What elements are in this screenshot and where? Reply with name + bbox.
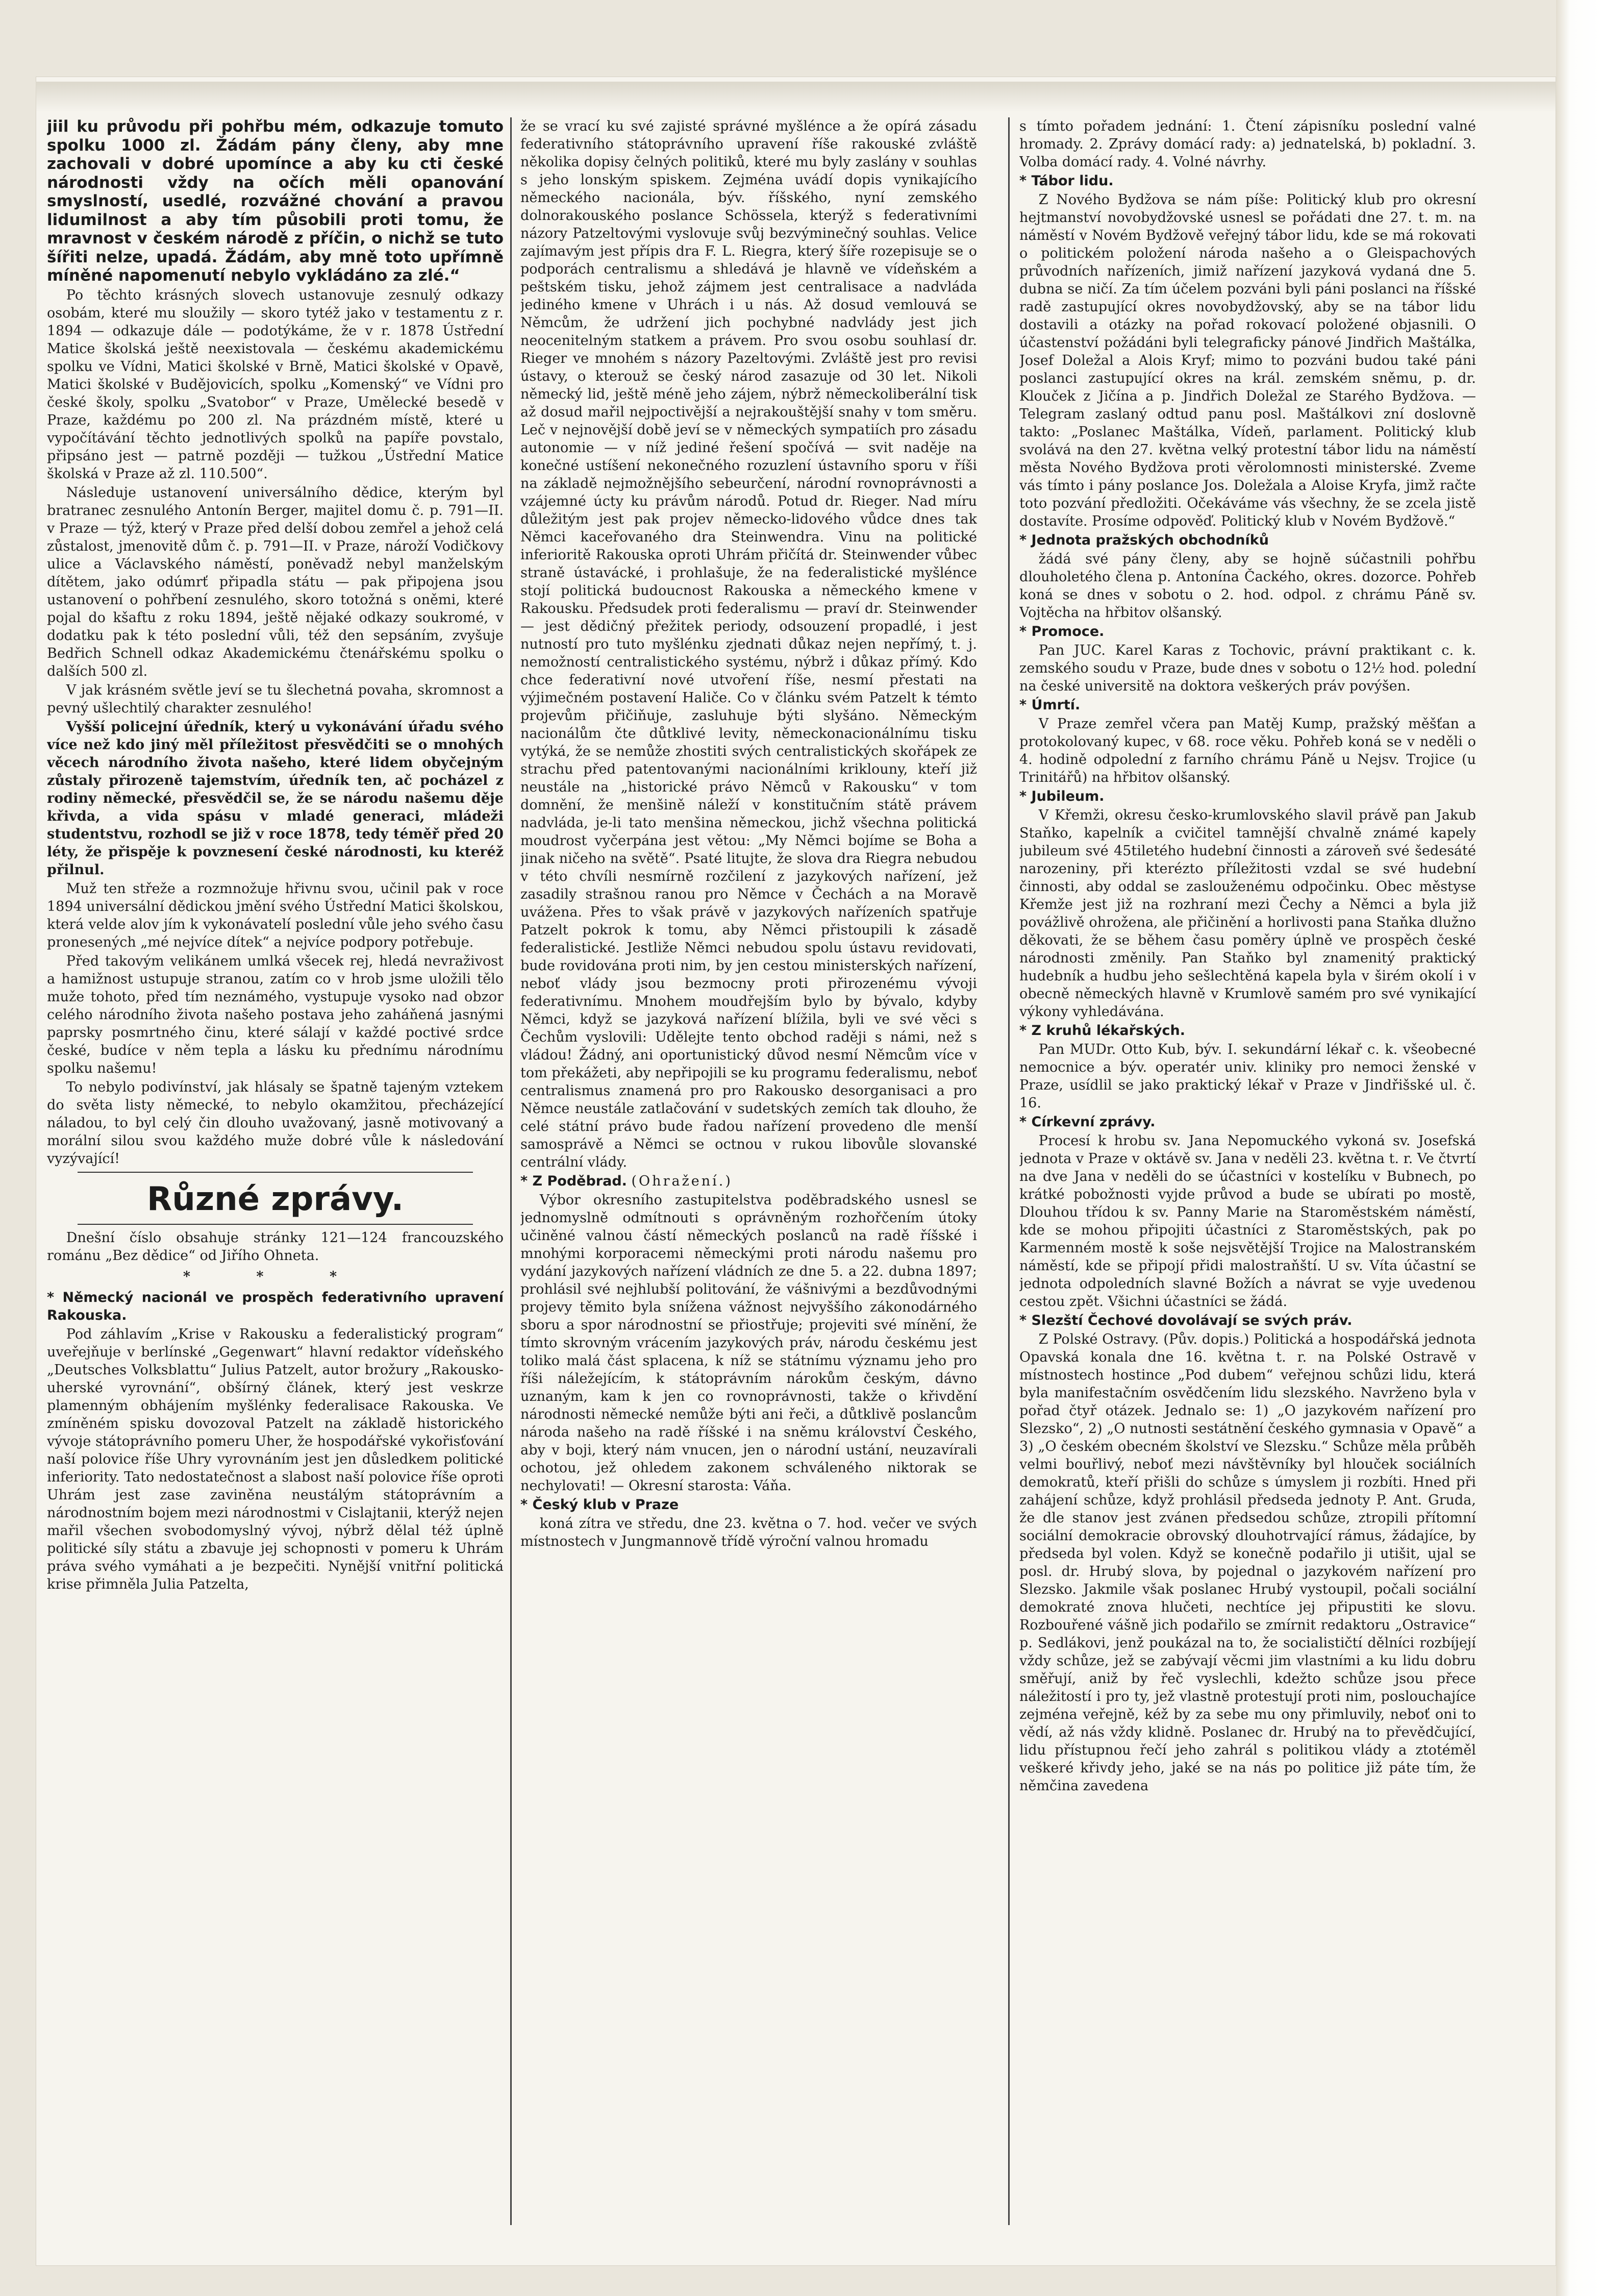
article-paragraph: V Křemži, okresu česko-krumlovského slavil právě pan Jakub Staňko, kapelník a cvičitel tamnější chvalně známé kapely jubileum své 45tiletého hudební činnosti a zároveň své šedesáté narozeniny, při kterézto příležitosti vzdal se své hudební činnosti, aby oddal se zaslouženému odpočinku. Obec městyse Křemže jest již na rozhraní mezi Čechy a Němci a byla již povážlivě ohrožena, ale přičinění a horlivosti pana Staňka dlužno děkovati, že se během času poměry úplně ve prospěch české národnosti změnily. Pan Staňko byl znamenitý praktický hudebník a hudbu jeho sešlechtěná kapela byla v širém okolí i v obecně německých hlavně v Krumlově samém pro své vynikající výkony vyhledávána. xyxy=(1019,807,1476,1020)
news-headline: * Z kruhů lékařských. xyxy=(1019,1023,1186,1039)
page-top-smudge xyxy=(36,82,1556,112)
article-paragraph: Výbor okresního zastupitelstva poděbradského usnesl se jednomyslně odmítnouti s oprávněným rozhořčením útoky učiněné valnou částí německých poslanců na radě říšské i mnohými korporacemi německými proti národu našemu pro vydání jazykových nařízení vládních ze dne 5. a 22. dubna 1897; prohlásil své nejhlubší politování, že vášnivými a bezdůvodnými projevy těmito byla snížena vážnost nejvyššího zákonodárného sboru a spor národnostní se přiostřuje; projeviti své mínění, že tímto skrovným vrácením jazykových práv, národu českému jest toliko malá část splacena, k níž se státnímu významu jeho pro říši náležejícím, k státoprávním nárokům českým, dávno uznaným, kam k jen co rovnoprávnosti, takže o křivdění národnosti německé nemůže býti ani řeči, a důtklivě poslancům národa našeho na radě říšské i na sněmu království Českého, aby v boji, který nám vnucen, jen o národní ustání, neuzavírali ochotou, jež ohledem zakonem schváleného niktorak se nechylovati! — Okresní starosta: Váňa. xyxy=(520,1192,977,1494)
article-paragraph: Z Polské Ostravy. (Pův. dopis.) Politická a hospodářská jednota Opavská konala dne 16. května t. r. na Polské Ostravě v místnostech hostince „Pod dubem“ veřejnou schůzi lidu, která byla manifestačním osvědčením lidu slezského. Navrženo byla v pořad čtyř otázek. Jednalo se: 1) „O jazykovém nařízení pro Slezsko“, 2) „O nutnosti sestátnění českého gymnasia v Opavě“ a 3) „O českém obecném školství ve Slezsku.“ Schůze měla průběh velmi bouřlivý, neboť mezi návštěvníky byl hlouček sociálních demokratů, kteří přišli do schůze s úmyslem ji rozbíti. Hned při zahájení schůze, když prohlásil předseda jednoty P. Ant. Gruda, že dle stanov jest zvánen předsedou schůze, ztropili přítomní sociální demokracie obrovský dlouhotrvající rámus, žádajíce, by předseda byl volen. Když se konečně podařilo ji utišit, ujal se posl. dr. Hrubý slova, by pojednal o jazykovém nařízení pro Slezsko. Jakmile však poslanec Hrubý vystoupil, počali sociální demokraté znova hlučeti, nechtíce jej připustiti ke slovu. Rozbouřené vášně jich podařilo se zmírnit redaktoru „Ostravice“ p. Sedlákovi, jenž poukázal na to, že socialističtí dělníci rozbíjejí vždy schůze, jež se zabývají věcmi jim vlastními a ku lidu dobru směřují, aniž by řeč vyslechli, kdežto schůze jsou přece náležitostí i pro ty, jež vlastně protestují proti nim, poslouchajíce zejména veřejně, kéž by za sebe mu ony přimluvily, neboť oni to vědí, až nás vždy klidně. Poslanec dr. Hrubý na to převědčující, lidu přístupnou řečí jeho zahrál s politikou vlády a ztotéměl veškeré křivdy jeho, jaké se na nás po politice již páte tím, že němčina zavedena xyxy=(1019,1331,1476,1794)
article-paragraph: Pod záhlavím „Krise v Rakousku a federalistický program“ uveřejňuje v berlínské „Gegenwart“ hlavní redaktor vídeňského „Deutsches Volksblattu“ Julius Patzelt, autor brožury „Rakousko-uherské vyrovnání“, obšírný článek, který jest veskrze plamenným obhájením myšlénky federalisace Rakouska. Ve zmíněném spisku dovozoval Patzelt na základě historického vývoje státoprávního pomeru Uher, že hospodářské vykořisťování naší polovice říše Uhry vyrovnáním jest jen důsledkem politické inferiority. Tato nedostatečnost a slabost naší polovice říše oproti Uhrám jest zase zaviněna neustálým státoprávním a národnostním bojem mezi národnostmi v Cislajtanii, kterýž nejen mařil všechen svobodomyslný vývoj, nýbrž dělal též úplně politické síly státu a zbavuje jej schopnosti v pomeru k Uhrám práva svého vymáhati a je bezpečiti. Nynější vnitřní politická krise přimněla Julia Patzelta, xyxy=(47,1326,504,1592)
article-paragraph: Procesí k hrobu sv. Jana Nepomuckého vykoná sv. Josefská jednota v Praze v oktávě sv. Jana v neděli 23. května t. r. Ve čtvrtí na dve Jana v neděli do se účastníci v kostelíku v Bubnech, po krátké pobožnosti vyjde průvod a bude se ubírati po mostě, Dlouhou třídou k sv. Panny Marie na Staroměstském náměstí, kde se mohou připojiti účastníci z Staroměstských, pak po Karmenném mostě k soše nejsvětější Trojice na Malostranském náměstí, kde se připojí přidi malostraňští. U sv. Víta účastní se jednota odpoledních slavné Božích a návrat se vyje uvedenou cestou zpět. Všichni účastníci se žádá. xyxy=(1019,1133,1476,1310)
column-2 xyxy=(520,117,977,2230)
news-headline: * Církevní zprávy. xyxy=(1019,1114,1156,1130)
testament-quote: jiil ku průvodu při pohřbu mém, odkazuje tomuto spolku 1000 zl. Žádám pány členy, aby mne zachovali v dobré upomínce a aby ku cti české národnosti vždy na očích měli opanování smyslností, usedlé, rozvážné chování a pravou lidumilnost a aby tím působili proti tomu, že mravnost v českém národě z příčin, o nichž se tuto šířiti nelze, upadá. Žádám, aby mně toto upřímně míněné napomenutí nebylo vykládáno za zlé.“ xyxy=(47,117,504,285)
news-headline: * Úmrtí. xyxy=(1019,697,1081,713)
article-paragraph: Dnešní číslo obsahuje stránky 121—124 francouzského románu „Bez dědice“ od Jiřího Ohneta. xyxy=(47,1229,504,1264)
section-divider xyxy=(78,1224,473,1225)
news-subheadline: (Ohražení.) xyxy=(631,1173,733,1189)
article-paragraph: Před takovým velikánem umlká všecek rej, hledá nevraživost a hamižnost ustupuje stranou, zatím co v hrob jsme uložili tělo muže tohoto, před tím neznámého, vystupuje vysoko nad obzor celého národního života našeho postava jeho zaháňená jasnými paprsky posmrtného činu, které sálají v každé poctivé srdce české, budíce v něm tepla a lásku ku přednímu národnímu spolku našemu! xyxy=(47,953,504,1076)
news-headline: * Jednota pražských obchodníků xyxy=(1019,532,1269,548)
news-headline: * Český klub v Praze xyxy=(520,1497,679,1513)
article-paragraph: že se vrací ku své zajisté správné myšlénce a že opírá zásadu federativního státoprávního upravení říše rakouské zvláště několika dopisy čelných politiků, které mu byly zaslány v souhlas s jeho lonským spiskem. Zejména uvádí dopis vynikajícího německého nacionála, býv. říšského, nyní zemského dolnorakouského poslance Schössela, kterýž s federativními názory Patzeltovými vyslovuje svůj bezvýminečný souhlas. Velice zajímavým jest přípis dra F. L. Riegra, který šíře rozepisuje se o podporách centralismu a shledává je hlavně ve vídeňském a peštském tisku, jehož zájmem jest centralisace a nadvláda jediného kmene v Uhrách i u nás. Až dosud vemlouvá se Němcům, že udržení jich pochybné nadvlády jest jich neocenitelným statkem a právem. Pro svou osobu souhlasí dr. Rieger ve mnohém s názory Pazeltovými. Zvláště jest pro revisi ústavy, o kterouž se český národ zasazuje od 30 let. Nikoli německý lid, ještě méně jeho zájem, nýbrž německoliberální tisk až dosud mařil nejpoctivější a nejrakouštější snahy v tom směru. Leč v nejnovější době jeví se v německých sympatiích pro zásadu autonomie — v níž jediné řešení spočívá — svit naděje na konečné ustíšení nekonečného rozuzlení ústavního sporu v říši na základě nejmožnějšího sebeurčení, národní rovnoprávnosti a vzájemné úcty ku právům národů. Potud dr. Rieger. Nad míru důležitým jest pak projev německo-lidového vůdce dnes tak Němci kaceřovaného dra Steinwendra. Vinu na politické inferioritě Rakouska oproti Uhrám přičítá dr. Steinwender vůbec straně ústavácké, i prohlašuje, že na federalistické myšlénce stojí politická budoucnost Rakouska a německého kmene v Rakousku. Předsudek proti federalismu — praví dr. Steinwender — jest dědičný přežitek periody, odsouzení propadlé, i jest nutností pro tuto myšlénku zjednati důkaz nejen nepřímý, t. j. nemožností centralistického systému, nýbrž i důkaz přímý. Kdo chce federativní nové utvoření říše, nesmí přestati na výjimečném postavení Haliče. Co v článku svém Patzelt k témto projevům přičiňuje, zasluhuje býti slyšáno. Německým nacionálům čte důtklivé levity, německonacionálnímu tisku vytýká, že se nemůže zhostiti svých centralistických skořápek ze strachu před patentovanými nacionálními kriklouny, kteří již neustále na „historické právo Němců v Rakousku“ v tom domnění, že menšině náleží v konstitučním státě právem nadvláda, je-li tato menšina německou, jichž všechna politická moudrost vyčerpána jest větou: „My Němci bojíme se Boha a jinak ničeho na světě“. Psaté litujte, že slova dra Riegra nebudou v této chvíli nesmírně rozčilení z jazykových nařízení, jež zasadily strašnou ranou pro Němce v Čechách a na Moravě uvážena. Přes to však právě v jazykových nařízeních spatřuje Patzelt pokrok k tomu, aby Němci přistoupili k zásadě federalistické. Jestliže Němci nebudou spolu ústavu revidovati, bude rovidována proti nim, by jen cestou ministerských nařízení, neboť vlády jsou bezmocny proti přirozenému vývoji federativnímu. Mnohem moudřejším bylo by bývalo, kdyby Němci, když se jazyková nařízení blížila, byli ve své věci s Čechům vyslovili: Udělejte tento obchod raději s námi, než s vládou! Žádný, ani oportunistický důvod nesmí Němcům více v tom překážeti, aby nepřipojili se ku programu federalismu, neboť centralismus znamená pro pro Rakousko desorganisaci a pro Němce neustále zatlačování v sudetských zemích tak dlouho, že celé státní právo bude řadou nařízení provedeno dle menší samosprávě a Němci se octnou v rukou libovůle slovanské centrální vlády. xyxy=(520,118,977,1170)
article-paragraph: žádá své pány členy, aby se hojně súčastnili pohřbu dlouholetého člena p. Antonína Čackého, okres. dozorce. Pohřeb koná se dnes v sobotu o 2. hod. odpol. z chrámu Páně sv. Vojtěcha na hřbitov olšanský. xyxy=(1019,551,1476,621)
section-divider xyxy=(78,1172,473,1173)
news-headline: * Německý nacionál ve prospěch federativního upravení Rakouska. xyxy=(47,1289,504,1323)
column-rule-2 xyxy=(1008,117,1010,2225)
article-paragraph: Z Nového Bydžova se nám píše: Politický klub pro okresní hejtmanství novobydžovské usnesl se pořádati dne 27. t. m. na náměstí v Novém Bydžově veřejný tábor lidu, kde se má rokovati o politickém položení národa našeho a o Gleispachových průvodních nařízeních, jimiž nařízení jazyková vydaná dne 5. dubna se ničí. Za tím účelem pozváni byli páni poslanci na říšské radě zastupující okres novobydžovský, aby se na tábor lidu dostavili a otázky na pořad rokovací položené objasnili. O účastenství požádáni byli telegraficky pánové Jindřich Maštálka, Josef Doležal a Alois Kryf; mimo to pozváni budou také páni poslanci zastupující okres na král. zemském sněmu, p. dr. Klouček z Jičína a p. Jindřich Doležal ze Starého Bydžova. — Telegram zaslaný odtud panu posl. Maštálkovi zní doslovně takto: „Poslanec Maštálka, Vídeň, parlament. Politický klub svolává na den 27. května velký protestní tábor lidu na náměstí města Nového Bydžova proti věrolomnosti ministerské. Zveme vás tímto i pány poslance Jos. Doležala a Aloise Kryfa, jimž račte toto pozvání předložiti. Očekáváme vás všechny, že se zcela jistě dostavíte. Prosíme odpověď. Politický klub v Novém Bydžově.“ xyxy=(1019,192,1476,529)
column-rule-1 xyxy=(510,117,512,2225)
article-paragraph: Po těchto krásných slovech ustanovuje zesnulý odkazy osobám, které mu sloužily — skoro tytéž jako v testamentu z r. 1894 — odkazuje dále — podotýkáme, že v r. 1878 Ústřední Matice školská ještě neexistovala — českému akademickému spolku ve Vídni, Matici školské v Brně, Matici školské v Opavě, Matici školské v Budějovicích, spolku „Komenský“ ve Vídni pro české školy, spolku „Svatobor“ v Praze, Umělecké besedě v Praze, každému po 200 zl. Na prázdném místě, které u vypočítávání těchto jednotlivých spolků na papíře povstalo, připsáno jest — patrně později — tužkou „Ústřední Matice školská v Praze až zl. 110.500“. xyxy=(47,287,504,482)
article-paragraph: V Praze zemřel včera pan Matěj Kump, pražský měšťan a protokolovaný kupec, v 68. roce věku. Pohřeb koná se v neděli o 4. hodině odpolední z farního chrámu Páně u Nejsv. Trojice (u Trinitářů) na hřbitov olšanský. xyxy=(1019,716,1476,785)
column-1 xyxy=(47,117,504,2230)
article-paragraph: Pan MUDr. Otto Kub, býv. I. sekundární lékař c. k. všeobecné nemocnice a býv. operatér univ. kliniky pro nemoci ženské v Praze, usídlil se jako praktický lékař v Praze v Jindřišské ul. č. 16. xyxy=(1019,1042,1476,1111)
column-3 xyxy=(1019,117,1476,2230)
star-separator: * * * xyxy=(183,1268,368,1285)
article-paragraph: Vyšší policejní úředník, který u vykonávání úřadu svého více než kdo jiný měl příležitost přesvědčiti se o mnohých věcech národního života našeho, které lidem obyčejným zůstaly přirozeně tajemstvím, úředník ten, ač pocházel z rodiny německé, přesvědčil se, že se národu našemu děje křivda, a vida spásu v mladé generaci, mládeži studentstvu, rozhodl se již v roce 1878, tedy téměř před 20 léty, že přispěje k povznesení české národnosti, ku kteréž přilnul. xyxy=(47,719,504,878)
article-paragraph: Muž ten střeže a rozmnožuje hřivnu svou, učinil pak v roce 1894 universální dědickou jmění svého Ústřední Matici školskou, která velde alov jím k vykonávatelí poslední vůle jeho svého času pronesených „mé nejvíce dítek“ a nejvíce podpory potřebuje. xyxy=(47,880,504,950)
article-paragraph: koná zítra ve středu, dne 23. května o 7. hod. večer ve svých místnostech v Jungmannově třídě výroční valnou hromadu xyxy=(520,1516,977,1549)
page-binding-edge xyxy=(1556,0,1602,2296)
news-headline: * Z Poděbrad. xyxy=(520,1173,627,1189)
article-paragraph: To nebylo podivínství, jak hlásaly se špatně tajeným vztekem do světa listy německé, to nebylo okamžitou, přecházející náladou, to byl celý čin dlouho uvažovaný, jasně motivovaný a morální silou svou každého muže dobré vůle k následování vyzývající! xyxy=(47,1079,504,1167)
article-paragraph: s tímto pořadem jednání: 1. Čtení zápisníku poslední valné hromady. 2. Zprávy domácí rady: a) jednatelská, b) pokladní. 3. Volba domácí rady. 4. Volné návrhy. xyxy=(1019,118,1476,170)
section-title: Různé zprávy. xyxy=(146,1180,404,1218)
article-paragraph: Následuje ustanovení universálního dědice, kterým byl bratranec zesnulého Antonín Berger, majitel domu č. p. 791—II. v Praze — týž, který v Praze před delší dobou zemřel a jehož celá zůstalost, jmenovitě dům č. p. 791—II. v Praze, nároží Vodičkovy ulice a Václavského náměstí, poněvadž nebyl manželským dítětem, jako odúmrť připadla státu — pak připojena jsou ustanovení o pohřbení zesnulého, skoro totožná s oněmi, které pojal do kšaftu z roku 1894, ještě nějaké odkazy soukromé, v dodatku pak k této poslední vůli, též den sepsáním, zvyšuje Bedřich Schnell odkaz Akademickému čtenářskému spolku o dalších 500 zl. xyxy=(47,484,504,679)
article-paragraph: V jak krásném světle jeví se tu šlechetná povaha, skromnost a pevný ušlechtilý charakter zesnulého! xyxy=(47,682,504,716)
news-headline: * Slezští Čechové dovolávají se svých práv. xyxy=(1019,1313,1353,1328)
article-paragraph: Pan JUC. Karel Karas z Tochovic, právní praktikant c. k. zemského soudu v Praze, bude dnes v sobotu o 12½ hod. polední na české universitě na doktora veškerých práv povýšen. xyxy=(1019,643,1476,694)
news-headline: * Tábor lidu. xyxy=(1019,173,1114,189)
news-headline: * Jubileum. xyxy=(1019,788,1105,804)
news-headline: * Promoce. xyxy=(1019,624,1105,639)
